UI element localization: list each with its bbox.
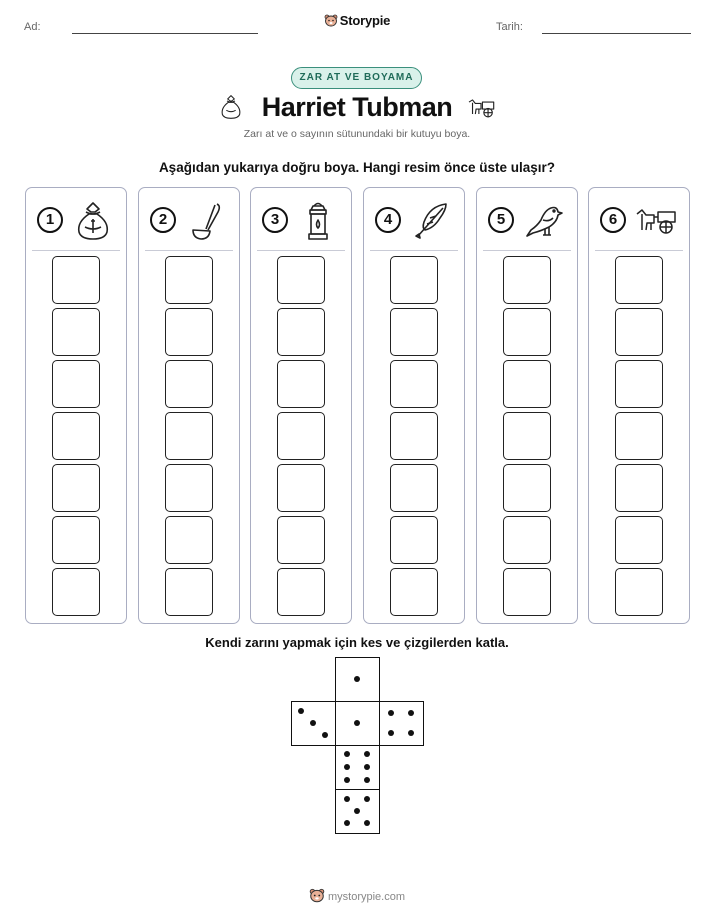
- column-1: [25, 187, 127, 624]
- color-box[interactable]: [52, 308, 100, 356]
- dice-pip: [354, 676, 360, 682]
- dice-face: [335, 745, 380, 790]
- dice-pip: [364, 764, 370, 770]
- dice-pip: [344, 764, 350, 770]
- instruction: Aşağıdan yukarıya doğru boya. Hangi resim önce üste ulaşır?: [158, 160, 556, 175]
- dice-pip: [344, 777, 350, 783]
- dice-pip: [344, 796, 350, 802]
- column-number: 5: [488, 207, 514, 233]
- color-box[interactable]: [615, 464, 663, 512]
- dice-pip: [322, 732, 328, 738]
- dice-pip: [388, 730, 394, 736]
- color-box[interactable]: [615, 360, 663, 408]
- color-box[interactable]: [277, 308, 325, 356]
- color-box[interactable]: [277, 464, 325, 512]
- dice-pip: [408, 730, 414, 736]
- color-box[interactable]: [277, 256, 325, 304]
- color-box[interactable]: [615, 412, 663, 460]
- dice-pip: [408, 710, 414, 716]
- color-box[interactable]: [503, 256, 551, 304]
- color-box[interactable]: [277, 412, 325, 460]
- dice-pip: [364, 777, 370, 783]
- brand-logo: [0, 13, 714, 31]
- column-divider: [145, 250, 233, 251]
- dice-face: [291, 701, 336, 746]
- column-2: [138, 187, 240, 624]
- column-3: [250, 187, 352, 624]
- dice-pip: [298, 708, 304, 714]
- name-line: [72, 33, 258, 34]
- column-number: 4: [375, 207, 401, 233]
- column-number: 1: [37, 207, 63, 233]
- dice-face: [335, 657, 380, 702]
- color-box[interactable]: [52, 412, 100, 460]
- color-box[interactable]: [165, 412, 213, 460]
- color-box[interactable]: [503, 464, 551, 512]
- column-number: 6: [600, 207, 626, 233]
- color-box[interactable]: [52, 360, 100, 408]
- color-box[interactable]: [390, 516, 438, 564]
- subtitle: Zarı at ve o sayının sütunundaki bir kutuyu boya.: [243, 128, 471, 140]
- brand-name: Storypie: [339, 13, 391, 28]
- lantern-icon: [297, 200, 339, 242]
- column-number: 3: [262, 207, 288, 233]
- date-line: [542, 33, 691, 34]
- mascot-icon: [309, 887, 325, 907]
- dice-pip: [364, 751, 370, 757]
- horse-cart-icon: [466, 95, 496, 124]
- color-box[interactable]: [503, 360, 551, 408]
- column-number: 2: [150, 207, 176, 233]
- dice-pip: [364, 796, 370, 802]
- color-box[interactable]: [165, 308, 213, 356]
- color-box[interactable]: [165, 464, 213, 512]
- date-label: Tarih:: [496, 21, 523, 33]
- footer-url: mystorypie.com: [327, 891, 406, 903]
- color-box[interactable]: [390, 464, 438, 512]
- dice-pip: [310, 720, 316, 726]
- color-box[interactable]: [52, 568, 100, 616]
- column-divider: [257, 250, 345, 251]
- column-5: [476, 187, 578, 624]
- color-box[interactable]: [165, 360, 213, 408]
- footer: [0, 887, 714, 907]
- horse-cart-icon: [635, 200, 677, 242]
- color-box[interactable]: [277, 568, 325, 616]
- color-box[interactable]: [165, 568, 213, 616]
- dice-pip: [354, 808, 360, 814]
- activity-tag: ZAR AT VE BOYAMA: [291, 67, 422, 89]
- mascot-icon: [324, 13, 338, 31]
- dice-face: [335, 789, 380, 834]
- column-divider: [483, 250, 571, 251]
- color-box[interactable]: [503, 308, 551, 356]
- color-box[interactable]: [52, 516, 100, 564]
- money-bag-icon: [72, 200, 114, 242]
- color-box[interactable]: [503, 568, 551, 616]
- color-box[interactable]: [615, 308, 663, 356]
- dice-instruction: Kendi zarını yapmak için kes ve çizgilerden katla.: [205, 635, 509, 650]
- color-box[interactable]: [390, 568, 438, 616]
- column-divider: [370, 250, 458, 251]
- dice-pip: [344, 751, 350, 757]
- color-box[interactable]: [165, 256, 213, 304]
- column-divider: [595, 250, 683, 251]
- color-box[interactable]: [52, 464, 100, 512]
- color-box[interactable]: [52, 256, 100, 304]
- dice-pip: [364, 820, 370, 826]
- color-box[interactable]: [615, 516, 663, 564]
- color-box[interactable]: [390, 256, 438, 304]
- color-box[interactable]: [277, 516, 325, 564]
- dice-face: [335, 701, 380, 746]
- color-box[interactable]: [503, 516, 551, 564]
- name-label: Ad:: [24, 21, 41, 33]
- color-box[interactable]: [390, 308, 438, 356]
- column-6: [588, 187, 690, 624]
- color-box[interactable]: [165, 516, 213, 564]
- column-divider: [32, 250, 120, 251]
- color-box[interactable]: [615, 568, 663, 616]
- color-box[interactable]: [390, 412, 438, 460]
- ladle-icon: [185, 200, 227, 242]
- color-box[interactable]: [615, 256, 663, 304]
- dice-pip: [388, 710, 394, 716]
- color-box[interactable]: [503, 412, 551, 460]
- color-box[interactable]: [277, 360, 325, 408]
- column-4: [363, 187, 465, 624]
- dice-face: [379, 701, 424, 746]
- color-box[interactable]: [390, 360, 438, 408]
- dice-pip: [354, 720, 360, 726]
- page-title: Harriet Tubman: [261, 92, 453, 122]
- dice-pip: [344, 820, 350, 826]
- feather-quill-icon: [410, 200, 452, 242]
- bird-icon: [523, 200, 565, 242]
